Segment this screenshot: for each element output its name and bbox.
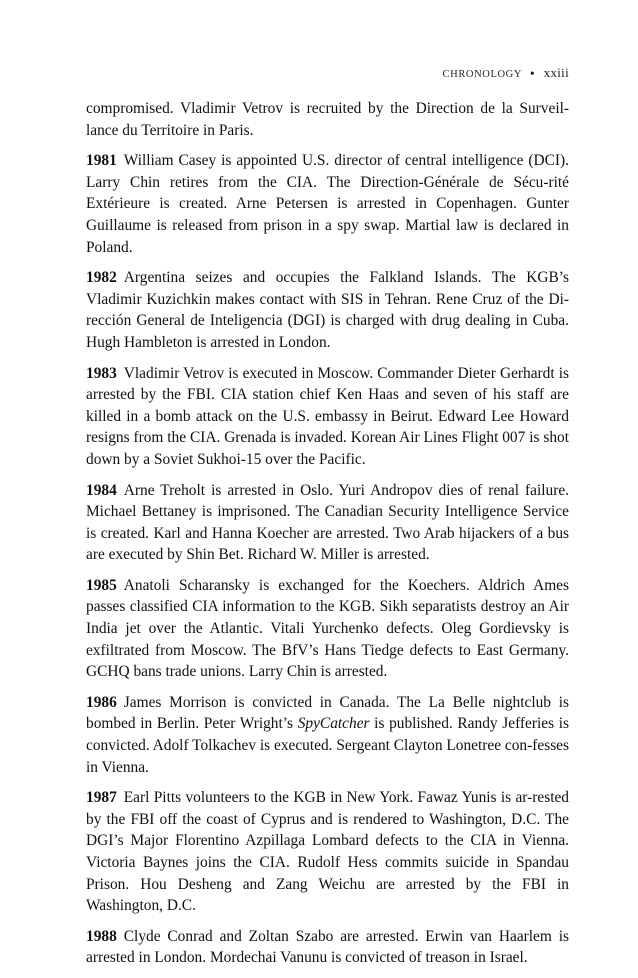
running-head-section: CHRONOLOGY [442, 69, 522, 80]
entry-year: 1985 [86, 576, 117, 594]
entry-text: Clyde Conrad and Zoltan Szabo are arrested. Erwin van Haarlem is arrested in London. Mordechai Vanunu is convicted of treason in Israel. [86, 927, 569, 967]
carryover-paragraph: compromised. Vladimir Vetrov is recruited by the Direction de la Surveil-lance du Territoire in Paris. [86, 100, 569, 139]
entry-text: Vladimir Vetrov is executed in Moscow. Commander Dieter Gerhardt is arrested by the FBI. CIA station chief Ken Haas and seven of his staff are killed in a bomb attack on the U.S. embassy in Beirut. Edward Lee Howard resigns from the CIA. Grenada is invaded. Korean Air Lines Flight 007 is shot down by a Soviet Sukhoi-15 over the Pacific. [86, 364, 569, 468]
entry-text-after: is published. Randy Jefferies is convicted. Adolf Tolkachev is executed. Sergeant Clayton Lonetree con-fesses in Vienna. [86, 715, 570, 776]
running-head [86, 64, 569, 82]
entry-text: William Casey is appointed U.S. director of central intelligence (DCI). Larry Chin retires from the CIA. The Direction-Générale de Sécu-rité Extérieure is created. Arne Petersen is arrested in Copenhagen. Gunter Guillaume is released from prison in a spy swap. Martial law is declared in Poland. [86, 152, 569, 256]
chronology-page [86, 64, 569, 978]
entry-text-before: James Morrison is convicted in Canada. The La Belle nightclub is bombed in Berlin. Peter Wright’s [86, 693, 569, 733]
entry-1984 [86, 480, 569, 566]
entry-1981 [86, 150, 569, 258]
entry-1987 [86, 787, 569, 917]
entry-1983 [86, 363, 569, 471]
entry-1988 [86, 926, 569, 969]
entry-year: 1982 [86, 269, 117, 287]
entry-year: 1983 [86, 364, 117, 382]
entry-text: Argentina seizes and occupies the Falkland Islands. The KGB’s Vladimir Kuzichkin makes contact with SIS in Tehran. Rene Cruz of the Di-rección General de Inteligencia (DGI) is charged with drug dealing in Cuba. Hugh Hambleton is arrested in London. [86, 269, 569, 351]
bullet-icon: • [529, 67, 536, 82]
entry-text: Arne Treholt is arrested in Oslo. Yuri Andropov dies of renal failure. Michael Bettaney is imprisoned. The Canadian Security Intelligence Service is created. Karl and Hanna Koecher are arrested. Two Arab hijackers of a bus are executed by Shin Bet. Richard W. Miller is arrested. [86, 481, 569, 564]
entry-year: 1981 [86, 152, 117, 170]
entry-year: 1988 [86, 927, 117, 945]
entry-year: 1987 [86, 789, 117, 807]
entry-year: 1984 [86, 481, 117, 499]
entry-1986 [86, 692, 569, 778]
entry-year: 1986 [86, 693, 117, 711]
entry-1982 [86, 267, 569, 353]
entry-text: Earl Pitts volunteers to the KGB in New York. Fawaz Yunis is ar-rested by the FBI off the coast of Cyprus and is rendered to Washington, D.C. The DGI’s Major Florentino Azpillaga Lombard defects to the CIA in Vienna. Victoria Baynes joins the CIA. Rudolf Hess commits suicide in Spandau Prison. Hou Desheng and Zang Weichu are arrested by the FBI in Washington, D.C. [86, 789, 569, 915]
page-number: xxiii [543, 65, 569, 80]
book-title: SpyCatcher [297, 715, 370, 733]
entry-text: Anatoli Scharansky is exchanged for the Koechers. Aldrich Ames passes classified CIA information to the KGB. Sikh separatists destroy an Air India jet over the Atlantic. Vitali Yurchenko defects. Oleg Gordievsky is exfiltrated from Moscow. The BfV’s Hans Tiedge defects to East Germany. GCHQ bans trade unions. Larry Chin is arrested. [86, 576, 569, 681]
entry-1985 [86, 575, 569, 683]
